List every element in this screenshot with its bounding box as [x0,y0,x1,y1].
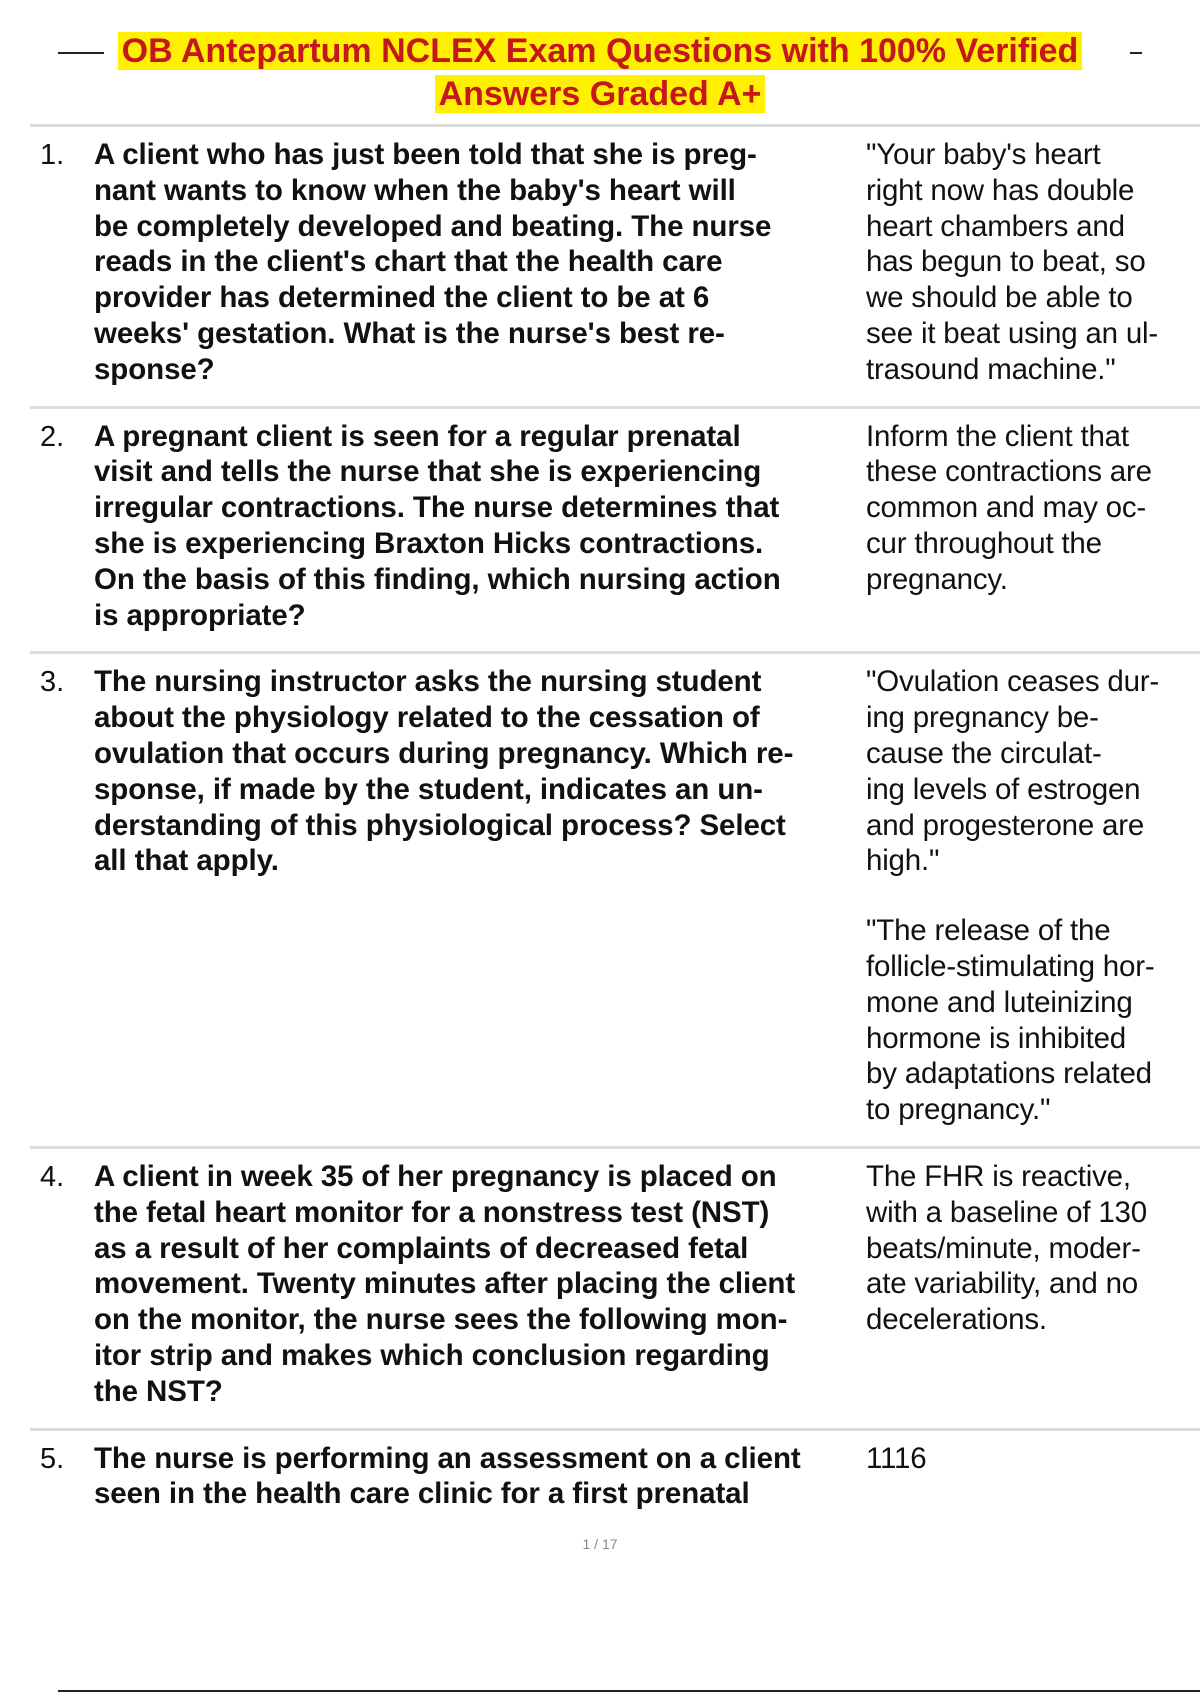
answer-line: common and may oc- [866,491,1147,525]
question-line: be completely developed and beating. The nurse [94,209,772,243]
answer-line: heart chambers and [866,209,1125,243]
answer-line: mone and luteinizing [866,985,1133,1019]
answer-line: cur throughout the [866,526,1102,560]
question-line: seen in the health care clinic for a first prenatal [94,1477,750,1511]
question-number: 5. [40,1442,65,1475]
answer-text [866,419,1188,634]
qa-item-4 [30,1146,1200,1428]
question-line: about the physiology related to the cessation of [94,701,760,735]
question-line: on the monitor, the nurse sees the following mon- [94,1303,788,1337]
question-line: all that apply. [94,844,279,878]
question-line: weeks' gestation. What is the nurse's best re- [94,316,725,350]
question-line: visit and tells the nurse that she is experiencing [94,455,762,489]
answer-line: pregnancy. [866,562,1008,596]
answer-line: ate variability, and no [866,1267,1138,1301]
question-line: is appropriate? [94,598,306,632]
answer-text [866,137,1188,388]
answer-line: trasound machine." [866,352,1116,386]
answer-line: has begun to beat, so [866,245,1146,279]
question-text [94,137,864,388]
question-line: sponse? [94,352,215,386]
question-line: The nurse is performing an assessment on a client [94,1441,801,1475]
answer-line: to pregnancy." [866,1093,1051,1127]
answer-line: ing pregnancy be- [866,701,1099,735]
answer-line: these contractions are [866,455,1152,489]
question-line: the NST? [94,1374,223,1408]
answer-line: 1116 [866,1441,927,1475]
question-line: provider has determined the client to be at 6 [94,281,710,315]
question-line: she is experiencing Braxton Hicks contractions. [94,526,764,560]
title-line-2: Answers Graded A+ [435,75,766,113]
document-title-text [118,30,1083,116]
qa-item-2 [30,406,1200,652]
question-text [94,419,864,634]
question-answer-list [30,124,1200,1530]
answer-line: by adaptations related [866,1057,1152,1091]
answer-line: high." [866,844,940,878]
question-line: the fetal heart monitor for a nonstress test (NST) [94,1195,770,1229]
question-line: On the basis of this finding, which nursing action [94,562,781,596]
qa-item-3 [30,651,1200,1146]
question-text [94,1441,864,1513]
question-number: 4. [40,1160,65,1193]
answer-text [866,1441,1188,1513]
question-number: 3. [40,666,65,699]
question-line: reads in the client's chart that the health care [94,245,723,279]
question-number: 1. [40,139,65,171]
question-line: irregular contractions. The nurse determines that [94,491,780,525]
question-text [94,1159,864,1410]
answer-line: with a baseline of 130 [866,1195,1147,1229]
answer-line: decelerations. [866,1303,1047,1337]
answer-line: ing levels of estrogen [866,772,1141,806]
question-line: derstanding of this physiological process? Select [94,808,786,842]
answer-text [866,664,1188,1128]
answer-line: "The release of the [866,914,1111,948]
answer-line: The FHR is reactive, [866,1159,1131,1193]
answer-line: beats/minute, moder- [866,1231,1141,1265]
question-line: A pregnant client is seen for a regular prenatal [94,419,741,453]
question-line: ovulation that occurs during pregnancy. Which re- [94,736,794,770]
answer-line: Inform the client that [866,419,1129,453]
question-line: sponse, if made by the student, indicates an un- [94,772,763,806]
footer-rule [58,1690,1200,1692]
qa-item-1 [30,124,1200,406]
answer-gap [866,879,1188,913]
question-line: The nursing instructor asks the nursing student [94,665,762,699]
answer-line: and progesterone are [866,808,1145,842]
question-line: movement. Twenty minutes after placing the client [94,1267,796,1301]
document-title [0,30,1200,116]
question-line: nant wants to know when the baby's heart will [94,173,736,207]
answer-line: right now has double [866,173,1135,207]
question-text [94,664,864,1128]
question-line: itor strip and makes which conclusion regarding [94,1338,770,1372]
question-line: A client who has just been told that she is preg- [94,138,757,171]
title-line-1: OB Antepartum NCLEX Exam Questions with 100% Verified [118,32,1083,70]
question-line: A client in week 35 of her pregnancy is placed on [94,1159,777,1193]
answer-line: hormone is inhibited [866,1021,1127,1055]
answer-line: "Your baby's heart [866,138,1101,171]
answer-line: we should be able to [866,281,1133,315]
answer-text [866,1159,1188,1410]
question-line: as a result of her complaints of decreased fetal [94,1231,749,1265]
answer-line: "Ovulation ceases dur- [866,665,1160,699]
question-number: 2. [40,420,65,453]
answer-line: see it beat using an ul- [866,316,1159,350]
answer-line: follicle-stimulating hor- [866,949,1155,983]
qa-item-5 [30,1428,1200,1531]
page-indicator: 1 / 17 [582,1536,618,1552]
answer-line: cause the circulat- [866,736,1102,770]
